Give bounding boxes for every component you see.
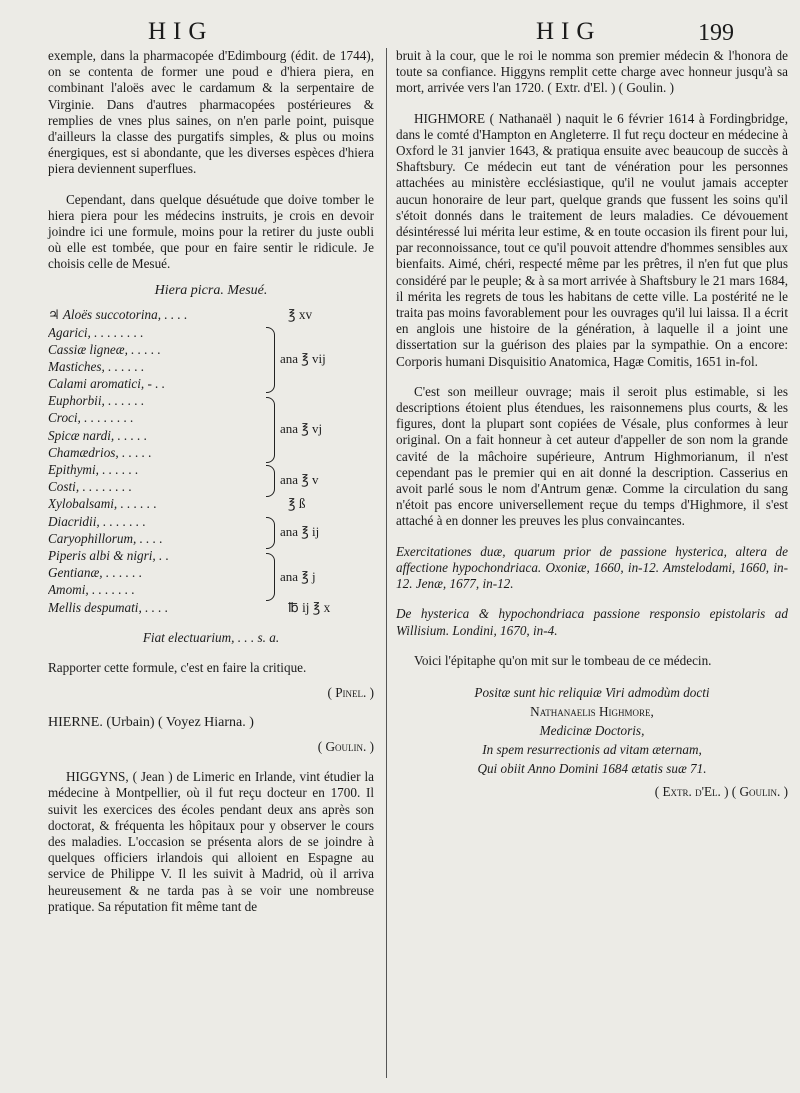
- recipe-row: Piperis albi & nigri, . .: [48, 547, 169, 563]
- epitaph: [396, 683, 788, 778]
- bibliography-item: De hysterica & hypochondriaca passione responsio epistolaris ad Willisium. Londini, 1670, in-4.: [396, 606, 788, 638]
- page-header: [0, 18, 800, 46]
- recipe-row: Euphorbii, . . . . . .: [48, 393, 145, 409]
- entry-higgyns: HIGGYNS, ( Jean ) de Limeric en Irlande, vint étudier la médecine à Montpellier, où il fut reçu docteur en 1700. Il suivit les exercices des écoles pendant deux ans après son doctorat, & fréquenta les hôpitaux pour y observer le cours des maladies. L'occasion se présenta alors de se joindre à quelques officiers irlandois qui alloient en Espagne au service de Philippe V. Il les suivit à Madrid, où il arriva heureusement & ne tarda pas à se voir une nombreuse pratique. Sa réputation fit même tant de: [48, 769, 374, 914]
- recipe-row: Chamædrios, . . . . .: [48, 444, 152, 460]
- recipe-row: Cassiæ ligneæ, . . . . .: [48, 341, 161, 357]
- recipe-row: Mellis despumati, . . . . ℔ ij ℥ x: [48, 599, 331, 615]
- paragraph: bruit à la cour, que le roi le nomma son premier médecin & l'honora de toute sa confiance. Higgyns remplit cette charge avec honneur jusqu'à sa mort, arrivée vers l'an 1720. ( Extr. d'El. ) ( Goulin. ): [396, 48, 788, 96]
- author-signature: ( Goulin. ): [317, 739, 374, 755]
- bibliography-item: Exercitationes duæ, quarum prior de passione hysterica, altera de affectione hypochondriaca. Oxoniæ, 1660, in-12. Amstelodami, 1660, in-12. Jenæ, 1677, in-12.: [396, 543, 788, 592]
- recipe-row: Spicæ nardi, . . . . .: [48, 427, 148, 443]
- epitaph-line: Medicinæ Doctoris,: [539, 722, 645, 738]
- brace-dose: ana ℥ v: [280, 471, 319, 487]
- paragraph: Cependant, dans quelque désuétude que doive tomber le hiera piera pour les médecins instruits, je crois en devoir joindre ici une formule, moins pour la retirer du juste oubli où elle est tombée, que pour en faire sentir le ridicule. Je choisis celle de Mesué.: [48, 191, 374, 272]
- brace-dose: ana ℥ vij: [280, 350, 326, 366]
- recipe-row: Costi, . . . . . . . .: [48, 479, 132, 495]
- brace: [266, 553, 275, 601]
- recipe-title: Hiera picra. Mesué.: [154, 282, 268, 298]
- recipe-row: Epithymi, . . . . . .: [48, 462, 139, 478]
- author-signature: ( Extr. d'El. ) ( Goulin. ): [654, 783, 788, 799]
- recipe-row: Croci, . . . . . . . .: [48, 410, 134, 426]
- paragraph: Rapporter cette formule, c'est en faire la critique.: [48, 660, 307, 676]
- author-signature: ( Pinel. ): [327, 684, 374, 700]
- recipe-row: Calami aromatici, - . .: [48, 376, 166, 392]
- recipe-row: Diacridii, . . . . . . .: [48, 513, 146, 529]
- epitaph-line: In spem resurrectionis ad vitam æternam,: [482, 741, 702, 757]
- paragraph: Voici l'épitaphe qu'on mit sur le tombeau de ce médecin.: [414, 652, 712, 668]
- entry-hierne: HIERNE. (Urbain) ( Voyez Hiarna. ): [48, 714, 254, 730]
- brace: [266, 517, 275, 549]
- recipe-row: Agarici, . . . . . . . .: [48, 324, 144, 340]
- entry-highmore: HIGHMORE ( Nathanaël ) naquit le 6 février 1614 à Fordingbridge, dans le comté d'Hampton en Angleterre. Il fut reçu docteur en médecine à Oxford le 31 janvier 1643, & pratiqua ensuite avec beaucoup de succès à Shaftsbury. Ce médecin eut tant de vénération pour les personnes attachées au ministère ecclésiastique, qu'il ne voulut jamais accepter aucun honoraire de leur part, quelque grands que fussent les soins qu'il s'étoit donnés dans le traitement de leurs maladies. Ce dévouement désintéressé lui mérita leur estime, & en toute occasion ils firent pour lui, par reconnoissance, tout ce qu'il pouvoit attendre d'hommes sensibles aux bienfaits. Aimé, chéri, respecté même par les prêtres, il n'en fut que plus considéré par le peuple; & à sa mort arrivée à Shaftsbury le 21 mars 1684, il mérita les regrets de tous les habitans de cette ville. La postérité ne le traita pas moins favorablement pour les ouvrages qu'il lui laissa. Il a écrit en anglois une histoire de la génération, à laquelle il a joint une dissertation sur la guérison des plaies par la sympathie. On a encore: Corporis humani Disquisitio Anatomica, Hagæ Comitis, 1651 in-fol.: [396, 110, 788, 369]
- brace-dose: ana ℥ j: [280, 568, 316, 584]
- recipe-row: Gentianæ, . . . . . .: [48, 565, 143, 581]
- paragraph: C'est son meilleur ouvrage; mais il seroit plus estimable, si les descriptions étoient plus étendues, les raisonnemens plus courts, & les figures, dont la plupart sont copiées de Vésale, plus conformes à leur original. On a fait honneur à cet auteur d'appeller de son nom la grande cavité de la mâchoire supérieure, Antrum Highmorianum, il n'est cependant pas le premier qui en ait donné la description. Casserius en avoit parlé sous le nom d'Antrum genæ. Comme la circulation du sang n'étoit pas encore universellement reçue du temps d'Highmore, il s'est attaché à en donner les preuves les plus convaincantes.: [396, 383, 788, 529]
- epitaph-line: Positæ sunt hic reliquiæ Viri admodùm docti: [474, 684, 710, 700]
- running-headword-left: HIG: [148, 18, 214, 45]
- page-number: 199: [698, 20, 734, 46]
- brace: [266, 465, 275, 497]
- epitaph-line: Qui obiit Anno Domini 1684 ætatis suæ 71.: [477, 760, 707, 776]
- recipe-row: Amomi, . . . . . . .: [48, 582, 135, 598]
- recipe-formula: [48, 307, 358, 616]
- brace: [266, 327, 275, 393]
- recipe-instruction: Fiat electuarium, . . . s. a.: [142, 630, 280, 646]
- recipe-row: ♃ Aloës succotorina, . . . . ℥ xv: [48, 307, 313, 323]
- left-column: [48, 48, 374, 915]
- recipe-row: Xylobalsami, . . . . . . ℥ ß: [48, 496, 306, 512]
- recipe-row: Mastiches, . . . . . .: [48, 358, 145, 374]
- right-column: [396, 48, 788, 800]
- recipe-row: Caryophillorum, . . . .: [48, 530, 163, 546]
- column-divider: [386, 48, 387, 1078]
- brace-dose: ana ℥ vj: [280, 420, 323, 436]
- brace-dose: ana ℥ ij: [280, 523, 320, 539]
- paragraph: exemple, dans la pharmacopée d'Edimbourg (édit. de 1744), on se contenta de former une poud e d'hiera piera, en combinant l'aloës avec le cardamum & la serpentaire de Virginie. Dans d'autres pharmacopées postérieures & remplies de vnes plus saines, on n'en parle point, puisque d'ailleurs la classe des purgatifs simples, & plus ou moins énergiques, est si abondante, que les diverses espèces d'hiera piera deviennent superflues.: [48, 48, 374, 177]
- brace: [266, 397, 275, 463]
- running-headword-right: HIG: [536, 18, 602, 45]
- epitaph-line: Nathanaelis Highmore,: [530, 703, 654, 719]
